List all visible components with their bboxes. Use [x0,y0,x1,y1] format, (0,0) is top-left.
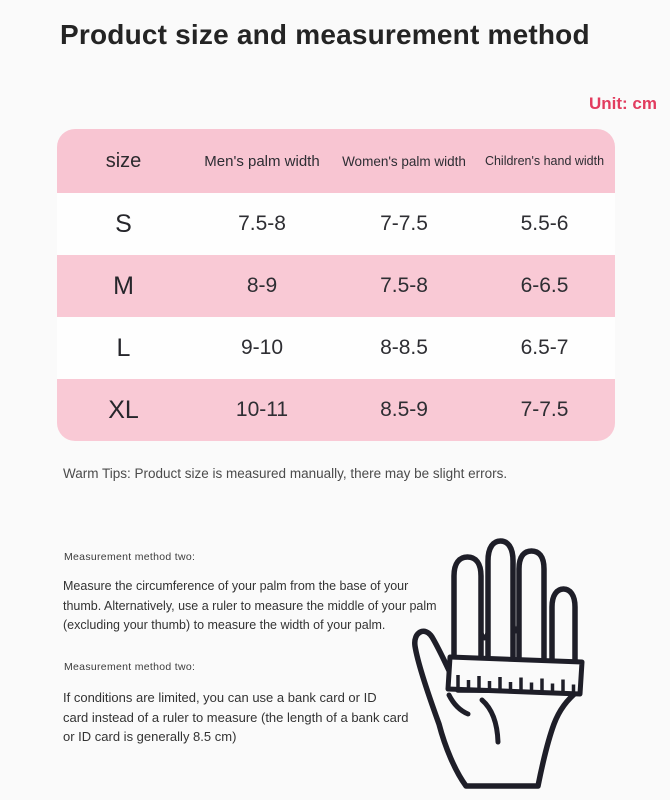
hand-with-ruler-icon [388,528,670,800]
value-cell: 8-8.5 [380,336,428,359]
unit-label: Unit: cm [589,94,657,113]
method-two-text [63,688,408,747]
value-cell: 7.5-8 [238,212,286,235]
paragraph-line: or ID card is generally 8.5 cm) [63,729,237,744]
value-cell: 10-11 [235,398,289,421]
size-cell: S [115,209,132,238]
size-table [57,129,615,441]
paragraph-line: If conditions are limited, you can use a bank card or ID [63,690,377,705]
value-cell: 7.5-8 [380,274,428,297]
method-two-label: Measurement method two: [64,661,196,673]
size-table-header-row [57,129,615,193]
size-cell: M [113,271,134,300]
paragraph-line: card instead of a ruler to measure (the length of a bank card [63,709,409,725]
value-cell: 8-9 [246,274,278,297]
value-cell: 6-6.5 [520,274,569,297]
table-row-l [57,317,615,379]
value-cell: 7-7.5 [520,398,569,421]
table-row-xl [57,379,615,441]
method-one-text [63,577,437,636]
value-cell: 6.5-7 [520,336,569,359]
column-header-women: Women's palm width [342,153,466,169]
size-cell: L [116,333,131,362]
warm-tips-note: Warm Tips: Product size is measured manually, there may be slight errors. [63,466,508,481]
value-cell: 8.5-9 [380,398,428,421]
table-row-m [57,255,615,317]
value-cell: 5.5-6 [520,212,569,235]
column-header-size: size [105,149,142,172]
table-row-s [57,193,615,255]
column-header-children: Children's hand width [484,154,605,168]
column-header-men: Men's palm width [204,152,320,170]
paragraph-line: Measure the circumference of your palm from the base of your [63,579,409,593]
value-cell: 9-10 [240,336,284,359]
method-one-label: Measurement method two: [64,551,196,563]
page-title: Product size and measurement method [60,19,590,50]
size-cell: XL [108,395,139,424]
paragraph-line: (excluding your thumb) to measure the width of your palm. [63,618,386,632]
value-cell: 7-7.5 [380,212,428,235]
paragraph-line: thumb. Alternatively, use a ruler to measure the middle of your palm [63,598,437,613]
